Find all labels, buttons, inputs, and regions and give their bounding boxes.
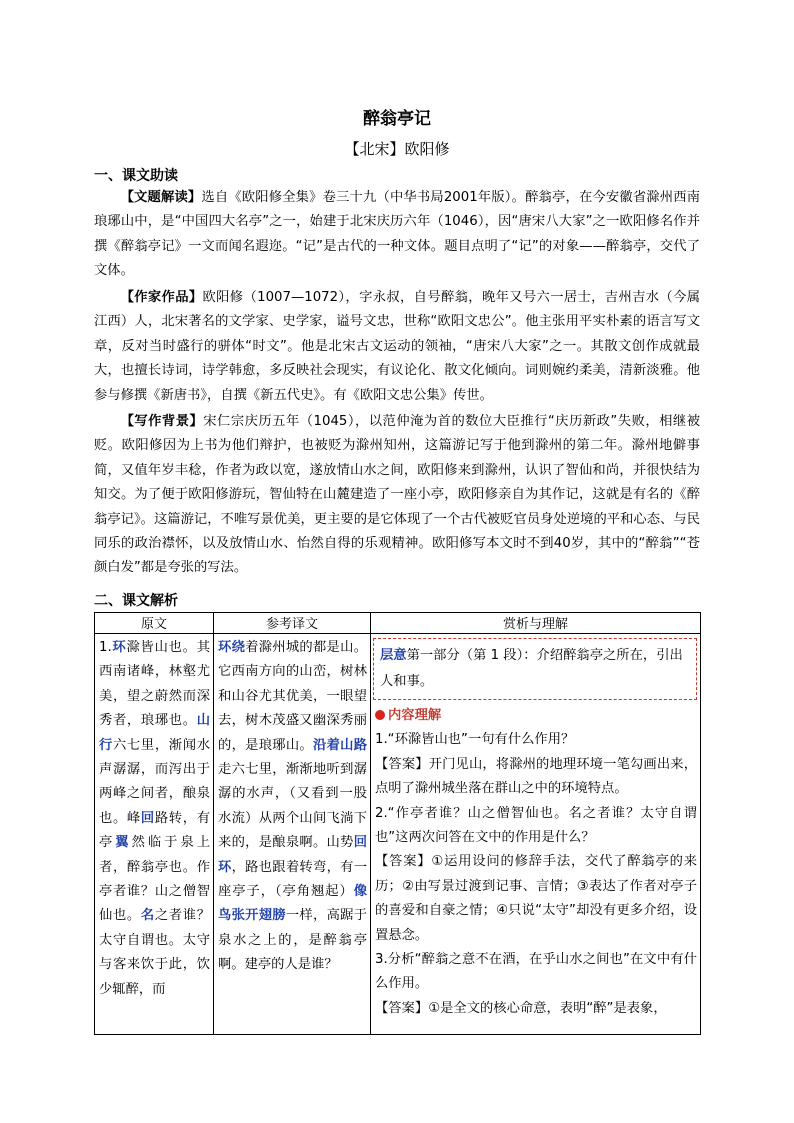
table-header-row — [95, 613, 701, 634]
paragraph-author-works — [94, 286, 700, 408]
question-1: 1.“环滁皆山也”一句有什么作用？ — [375, 732, 575, 748]
text-run: 一样，高踞于泉水之上的，是醉翁亭啊。建亭的人是谁？ — [218, 908, 368, 973]
text-run: 1. — [99, 640, 112, 655]
highlighted-word: 像鸟张开翅膀 — [218, 884, 367, 924]
text-run: ，路也跟着转弯，有一座亭子，（亭角翘起） — [218, 859, 368, 900]
answer-tag: 【答案】 — [375, 1000, 429, 1016]
text-run: 着滁州城的都是山。它西南方向的山峦，树林和山谷尤其优美，一眼望去，树木茂盛又幽深秀丽的，是琅琊山。 — [218, 640, 367, 753]
answer-text: 开门见山，将滁州的地理环境一笔勾画出来，点明了滁州城坐落在群山之中的环境特点。 — [375, 756, 697, 797]
layer-meaning-box — [373, 638, 697, 700]
section-heading-text-analysis: 二、课文解析 — [94, 593, 178, 609]
layer-text: 第一部分（第 1 段）：介绍醉翁亭之所在，引出人和事。 — [380, 648, 683, 689]
table-row — [95, 634, 701, 1035]
paragraph-writing-background — [94, 410, 700, 581]
answer-text: ①是全文的核心命意，表明“醉”是表象， — [428, 1000, 667, 1016]
text-run: 然临于泉上者，醉翁亭也。作亭者谁？山之僧智仙也。 — [99, 835, 211, 924]
text-run: 走六七里，渐渐地听到潺潺的水声，（又看到一股水流）从两个山间飞淌下来的，是酿泉啊。山势 — [218, 762, 367, 851]
document-title: 醉翁亭记 — [363, 109, 431, 129]
answer-3 — [375, 997, 697, 1021]
bullet-dot-icon — [375, 710, 385, 720]
paragraph-tag: 【写作背景】 — [120, 414, 204, 429]
translation-text — [218, 636, 367, 978]
paragraph-text: 宋仁宗庆历五年（1045），以范仲淹为首的数位大臣推行“庆历新政”失败，相继被贬。欧阳修因为上书为他们辩护，也被贬为滁州知州，这篇游记写于他到滁州的第二年。滁州地僻事简，又值年岁丰稔，作者为政以宽，遂放情山水之间，欧阳修来到滁州，认识了智仙和尚，并很快结为知交。为了便于欧阳修游玩，智仙特在山麓建造了一座小亭，欧阳修亲自为其作记，这就是有名的《醉翁亭记》。这篇游记，不唯写景优美，更主要的是它体现了一个古代被贬官员身处逆境的平和心态、与民同乐的政治襟怀，以及放情山水、怡然自得的乐观精神。欧阳修写本文时不到40岁，其中的“醉翁”“苍颜白发”都是夸张的写法。 — [94, 414, 700, 576]
paragraph-text: 选自《欧阳修全集》卷三十九（中华书局2001年版）。醉翁亭，在今安徽省滁州西南琅琊山中，是“中国四大名亭”之一，始建于北宋庆历六年（1046），因“唐宋八大家”之一欧阳修名作并撰《醉翁亭记》一文而闻名遐迩。“记”是古代的一种文体。题目点明了“记”的对象——醉翁亭，交代了文体。 — [94, 190, 700, 279]
highlighted-word: 山行 — [99, 713, 210, 753]
analysis-cell — [371, 634, 701, 1035]
paragraph-title-interpretation — [94, 186, 700, 284]
text-run: 之者谁？太守自谓也。太守与客来饮于此，饮少辄醉，而 — [99, 908, 211, 997]
highlighted-word: 沿着山路 — [313, 737, 368, 753]
section-heading-reading-aid: 一、课文助读 — [94, 168, 178, 184]
content-heading — [375, 704, 697, 728]
question-3: 3.分析“醉翁之意不在酒，在乎山水之间也”在文中有什么作用。 — [375, 952, 697, 992]
text-run: 路转，有亭 — [99, 810, 211, 851]
paragraph-text: 欧阳修（1007—1072），字永叔，自号醉翁，晚年又号六一居士，吉州吉水（今属江西）人，北宋著名的文学家、史学家，谥号文忠，世称“欧阳文忠公”。他主张用平实朴素的语言写文章，反对当时盛行的骈体“时文”。他是北宋古文运动的领袖，“唐宋八大家”之一。其散文创作成就最大，也擅长诗词，诗学韩愈，多反映社会现实，有议论化、散文化倾向。词则婉约柔美，清新淡雅。他参与修撰《新唐书》，自撰《新五代史》。有《欧阳文忠公集》传世。 — [94, 290, 700, 403]
answer-1 — [375, 753, 697, 802]
question-2: 2.“作亭者谁？山之僧智仙也。名之者谁？太守自谓也”这两次问答在文中的作用是什么？ — [375, 805, 697, 846]
paragraph-tag: 【作家作品】 — [120, 290, 203, 305]
original-text — [99, 636, 210, 1002]
original-text-cell — [95, 634, 214, 1035]
column-header-original: 原文 — [95, 613, 214, 634]
content-heading-label: 内容理解 — [388, 708, 442, 723]
answer-text: ①运用设问的修辞手法，交代了醉翁亭的来历；②由写景过渡到记事、言情；③表达了作者对亭子的喜爱和自豪之情；④只说“太守”却没有更多介绍，设置悬念。 — [375, 854, 698, 943]
highlighted-word: 回环 — [218, 835, 367, 875]
author-line: 【北宋】欧阳修 — [344, 140, 450, 158]
text-run: 滁皆山也。其西南诸峰，林壑尤美，望之蔚然而深秀者，琅琊也。 — [99, 640, 211, 729]
layer-tag: 层意 — [380, 648, 407, 663]
analysis-table — [94, 612, 701, 1035]
column-header-analysis: 赏析与理解 — [371, 613, 701, 634]
highlighted-word: 名 — [140, 908, 155, 924]
highlighted-word: 环绕 — [218, 640, 246, 655]
highlighted-word: 翼 — [115, 835, 132, 851]
paragraph-tag: 【文题解读】 — [120, 190, 202, 205]
column-header-translation: 参考译文 — [214, 613, 371, 634]
highlighted-word: 回 — [140, 810, 155, 826]
highlighted-word: 环 — [111, 640, 127, 655]
answer-tag: 【答案】 — [375, 854, 432, 870]
answer-tag: 【答案】 — [375, 756, 429, 772]
answer-2 — [375, 850, 697, 948]
translation-cell — [214, 634, 371, 1035]
text-run: 六七里，渐闻水声潺潺，而泻出于两峰之间者，酿泉也。峰 — [99, 737, 211, 826]
